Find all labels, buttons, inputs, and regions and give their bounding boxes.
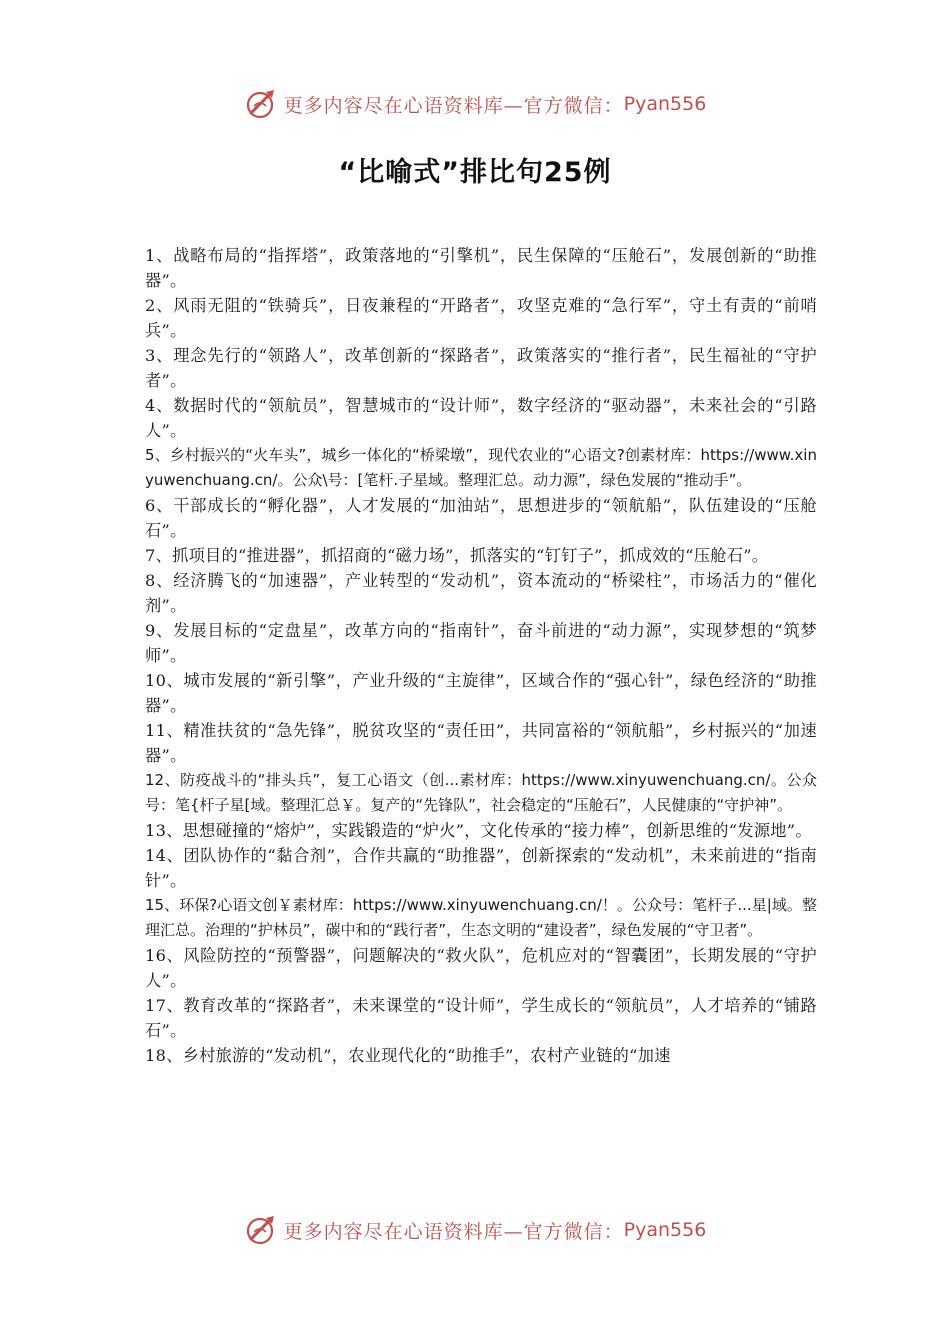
list-item: 15、环保?心语文创￥素材库：https://www.xinyuwenchuang.cn/！。公众号：笔杆子...星|域。整理汇总。治理的“护林员”，碳中和的“践行者”，生态文明的“建设者”，绿色发展的“守卫者”。 bbox=[145, 896, 817, 939]
document-body bbox=[145, 243, 817, 1068]
list-item: 8、经济腾飞的“加速器”，产业转型的“发动机”，资本流动的“桥梁柱”，市场活力的“催化剂”。 bbox=[145, 571, 817, 615]
list-item: 10、城市发展的“新引擎”，产业升级的“主旋律”，区域合作的“强心针”，绿色经济的“助推器”。 bbox=[145, 671, 817, 715]
list-item: 7、抓项目的“推进器”，抓招商的“磁力场”，抓落实的“钉钉子”，抓成效的“压舱石”。 bbox=[145, 546, 769, 565]
footer-banner-id: Pyan556 bbox=[623, 1219, 707, 1241]
list-item: 3、理念先行的“领路人”，改革创新的“探路者”，政策落实的“推行者”，民生福祉的“守护者”。 bbox=[145, 346, 817, 390]
header-banner-id: Pyan556 bbox=[623, 93, 707, 115]
list-item: 9、发展目标的“定盘星”，改革方向的“指南针”，奋斗前进的“动力源”，实现梦想的“筑梦师”。 bbox=[145, 621, 817, 665]
list-item: 1、战略布局的“指挥塔”，政策落地的“引擎机”，民生保障的“压舱石”，发展创新的“助推器”。 bbox=[145, 246, 817, 290]
list-item: 2、风雨无阻的“铁骑兵”，日夜兼程的“开路者”，攻坚克难的“急行军”，守土有责的“前哨兵”。 bbox=[145, 296, 817, 340]
list-item: 17、教育改革的“探路者”，未来课堂的“设计师”，学生成长的“领航员”，人才培养的“铺路石”。 bbox=[145, 996, 817, 1040]
footer-banner bbox=[0, 1210, 950, 1250]
list-item: 16、风险防控的“预警器”，问题解决的“救火队”，危机应对的“智囊团”，长期发展的“守护人”。 bbox=[145, 946, 817, 990]
list-item: 6、干部成长的“孵化器”，人才发展的“加油站”，思想进步的“领航船”，队伍建设的“压舱石”。 bbox=[145, 496, 817, 540]
list-item: 14、团队协作的“黏合剂”，合作共赢的“助推器”，创新探索的“发动机”，未来前进的“指南针”。 bbox=[145, 846, 817, 890]
list-item: 5、乡村振兴的“火车头”，城乡一体化的“桥梁墩”，现代农业的“心语文?创素材库：https://www.xinyuwenchuang.cn/。公众\号：[笔杆.子星域。整理汇总。动力源”，绿色发展的“推动手”。 bbox=[145, 446, 817, 489]
pen-logo-icon bbox=[244, 1212, 280, 1248]
list-item: 13、思想碰撞的“熔炉”，实践锻造的“炉火”，文化传承的“接力棒”，创新思维的“发源地”。 bbox=[145, 821, 812, 840]
header-banner bbox=[0, 84, 950, 124]
pen-logo-icon bbox=[244, 86, 280, 122]
list-item: 12、防疫战斗的“排头兵”，复工心语文（创...素材库：https://www.xinyuwenchuang.cn/。公众号：笔{杆子星[域。整理汇总￥。复产的“先锋队”，社会稳定的“压舱石”，人民健康的“守护神”。 bbox=[145, 771, 817, 814]
list-item: 4、数据时代的“领航员”，智慧城市的“设计师”，数字经济的“驱动器”，未来社会的“引路人”。 bbox=[145, 396, 817, 440]
list-item: 18、乡村旅游的“发动机”，农业现代化的“助推手”，农村产业链的“加速 bbox=[145, 1046, 671, 1065]
page-title: “比喻式”排比句25例 bbox=[338, 157, 612, 188]
header-banner-text: 更多内容尽在心语资料库—官方微信： bbox=[283, 94, 624, 117]
footer-banner-text: 更多内容尽在心语资料库—官方微信： bbox=[283, 1220, 624, 1243]
list-item: 11、精准扶贫的“急先锋”，脱贫攻坚的“责任田”，共同富裕的“领航船”，乡村振兴的“加速器”。 bbox=[145, 721, 817, 765]
